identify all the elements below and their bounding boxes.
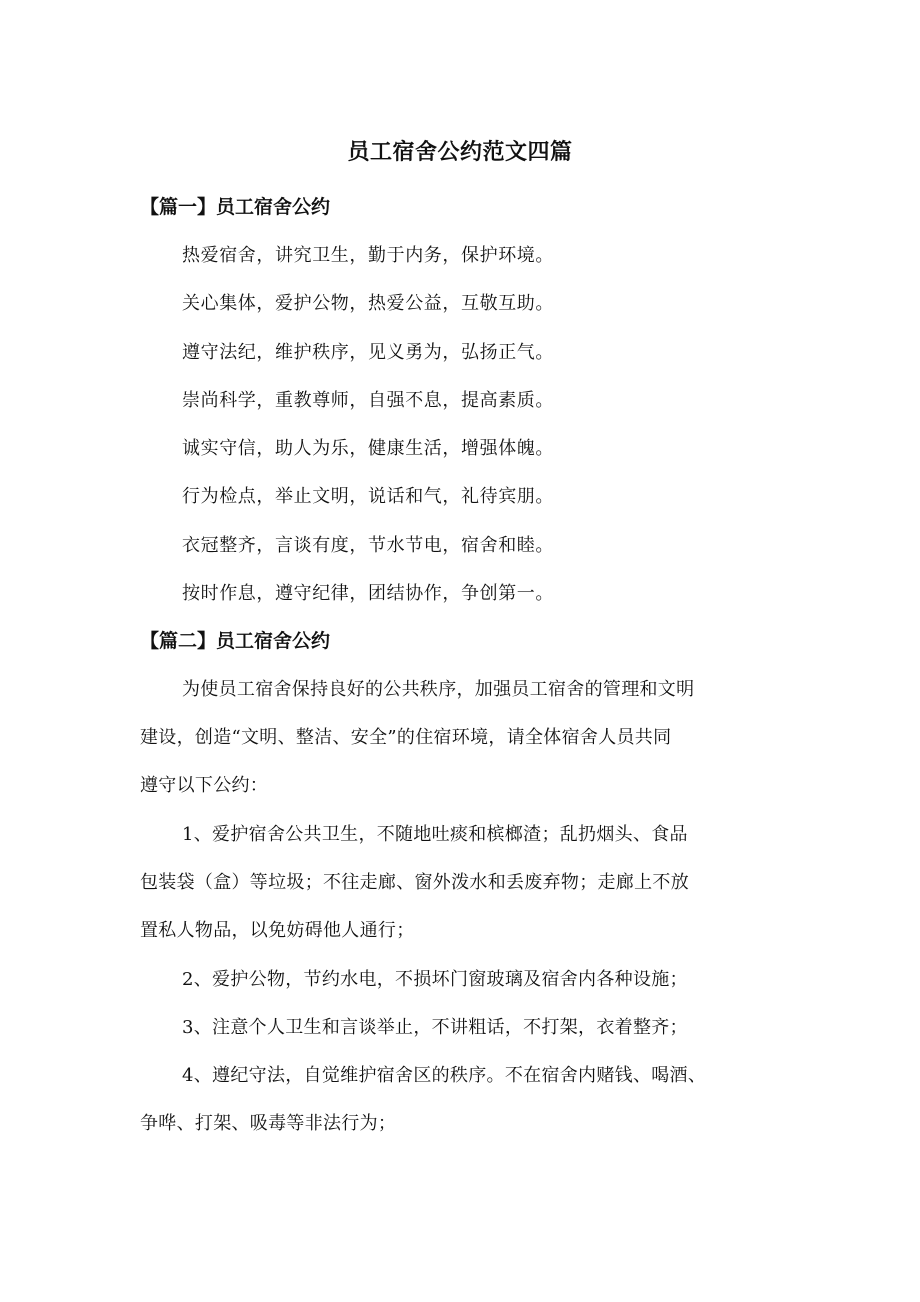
rule-item-4-line: 争哗、打架、吸毒等非法行为； bbox=[140, 1113, 397, 1134]
verse-line: 遵守法纪，维护秩序，见义勇为，弘扬正气。 bbox=[182, 342, 554, 363]
document-title: 员工宿舍公约范文四篇 bbox=[347, 140, 573, 165]
section-heading-1: 【篇一】员工宿舍公约 bbox=[140, 196, 331, 218]
rule-item-1-line: 包装袋（盒）等垃圾；不往走廊、窗外泼水和丢废弃物；走廊上不放 bbox=[140, 872, 689, 893]
verse-line: 衣冠整齐，言谈有度，节水节电，宿舍和睦。 bbox=[182, 535, 554, 556]
rule-item-1-line: 置私人物品，以免妨碍他人通行； bbox=[140, 920, 415, 941]
rule-item-3: 3、注意个人卫生和言谈举止，不讲粗话，不打架，衣着整齐； bbox=[182, 1017, 688, 1038]
verse-line: 行为检点，举止文明，说话和气，礼待宾朋。 bbox=[182, 486, 554, 507]
verse-line: 关心集体，爱护公物，热爱公益，互敬互助。 bbox=[182, 293, 554, 314]
section-heading-2: 【篇二】员工宿舍公约 bbox=[140, 630, 331, 652]
rule-item-2: 2、爱护公物，节约水电，不损坏门窗玻璃及宿舍内各种设施； bbox=[182, 969, 688, 990]
verse-line: 按时作息，遵守纪律，团结协作，争创第一。 bbox=[182, 583, 554, 604]
intro-line: 为使员工宿舍保持良好的公共秩序，加强员工宿舍的管理和文明 bbox=[182, 679, 695, 700]
verse-line: 诚实守信，助人为乐，健康生活，增强体魄。 bbox=[182, 438, 554, 459]
intro-line: 建设，创造“文明、整洁、安全”的住宿环境，请全体宿舍人员共同 bbox=[140, 727, 672, 748]
verse-line: 崇尚科学，重教尊师，自强不息，提高素质。 bbox=[182, 390, 554, 411]
intro-line: 遵守以下公约： bbox=[140, 775, 269, 796]
rule-item-1-line: 1、爱护宿舍公共卫生，不随地吐痰和槟榔渣；乱扔烟头、食品 bbox=[182, 824, 688, 845]
rule-item-4-line: 4、遵纪守法，自觉维护宿舍区的秩序。不在宿舍内赌钱、喝酒、 bbox=[182, 1065, 707, 1086]
verse-line: 热爱宿舍，讲究卫生，勤于内务，保护环境。 bbox=[182, 245, 554, 266]
